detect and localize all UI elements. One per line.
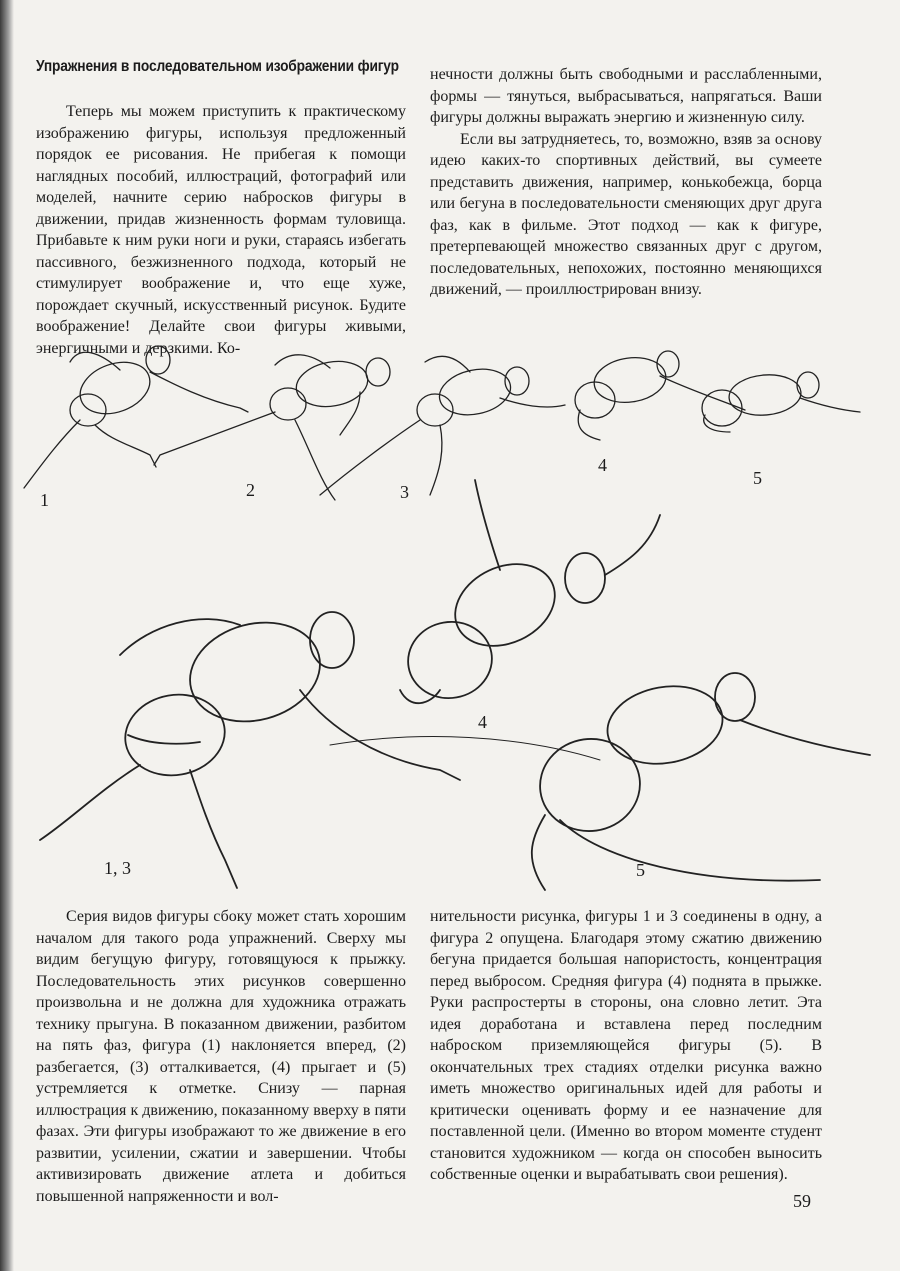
- paragraph: Серия видов фигуры сбоку может стать хорошим началом для такого рода упражнений. Сверху мы видим бегущую фигуру, готовящуюся к прыжку. Последовательность этих рисунков совершенно произвольна и не должна для художника отражать технику прыгуна. В показанном движении, разбитом на пять фаз, фигура (1) наклоняется вперед, (2) разбегается, (3) отталкивается, (4) прыгает и (5) устремляется к отметке. Снизу — парная иллюстрация к движению, показанному вверху в пяти фазах. Эти фигуры изображают то же движение в его развитии, усилении, сжатии и завершении. Чтобы активизировать движение атлета и добиться повышенной напряженности и вол-: [36, 908, 406, 1205]
- text-column-top-left: [36, 101, 406, 359]
- sketch-figure-3: [320, 356, 565, 495]
- figure-label-2: 2: [246, 480, 255, 500]
- sketch-figure-1: [24, 346, 248, 488]
- page-number: 59: [793, 1191, 811, 1211]
- figure-label-4: 4: [598, 455, 607, 475]
- figure-label-1: 1: [40, 490, 49, 510]
- sketch-figure-4: [575, 351, 745, 440]
- section-heading: Упражнения в последовательном изображении фигур: [36, 58, 399, 75]
- sketch-figure-2: [154, 355, 390, 500]
- paragraph: нительности рисунка, фигуры 1 и 3 соединены в одну, а фигура 2 опущена. Благодаря этому сжатию движению бегуна придается большая напористость, концентрация перед выбросом. Средняя фигура (4) поднята в прыжке. Руки распростерты в стороны, она словно летит. Эта идея доработана и вставлена перед последним наброском приземляющейся фигуры (5). В окончательных трех стадиях отделки рисунка важно иметь множество оригинальных идей для работы и критически оценивать форму и ее назначение для поставленной цели. (Именно во втором моменте студент становится художником — когда он способен выносить собственные оценки и вырабатывать свои решения).: [430, 908, 822, 1183]
- paragraph: Теперь мы можем приступить к практическому изображению фигуры, используя предложенный порядок ее рисования. Не прибегая к помощи наглядных пособий, иллюстраций, фотографий или моделей, начните серию набросков фигуры в движении, придав жизненность формам туловища. Прибавьте к ним руки ноги и руки, стараясь избегать пассивного, безжизненного подхода, который не стимулирует воображение и, что еще хуже, порождает скучный, искусственный рисунок. Будите воображение! Делайте свои фигуры живыми, энергичными и дерзкими. Ко-: [36, 103, 406, 357]
- text-column-bottom-right: [430, 906, 822, 1186]
- sketch-figure-big-4: [400, 480, 660, 705]
- paragraph: нечности должны быть свободными и расслабленными, формы — тянуться, выбрасываться, напрягаться. Ваши фигуры должны выражать энергию и жизненную силу.: [430, 66, 822, 126]
- text-column-bottom-left: [36, 906, 406, 1207]
- paragraph: Если вы затрудняетесь, то, возможно, взяв за основу идею каких-то спортивных действий, вы сумеете представить движения, например, конькобежца, борца или бегуна в последовательности сменяющих друг друга фаз, как в фильме. Этот подход — как к фигуре, претерпевающей множество связанных друг с другом, последовательных, непохожих, постоянно меняющихся движений, — проиллюстрирован внизу.: [430, 130, 822, 298]
- sketch-figure-big-5: [532, 673, 870, 890]
- page-binding-shadow: [0, 0, 14, 1271]
- sketch-figure-5: [702, 372, 860, 432]
- figure-label-5: 5: [753, 468, 762, 488]
- figure-label-big-1-3: 1, 3: [104, 858, 131, 878]
- figure-label-3: 3: [400, 482, 409, 502]
- figure-label-big-4: 4: [478, 712, 487, 732]
- text-column-top-right: [430, 64, 822, 301]
- sketch-figure-big-1-3: [40, 609, 460, 888]
- figure-label-big-5: 5: [636, 860, 645, 880]
